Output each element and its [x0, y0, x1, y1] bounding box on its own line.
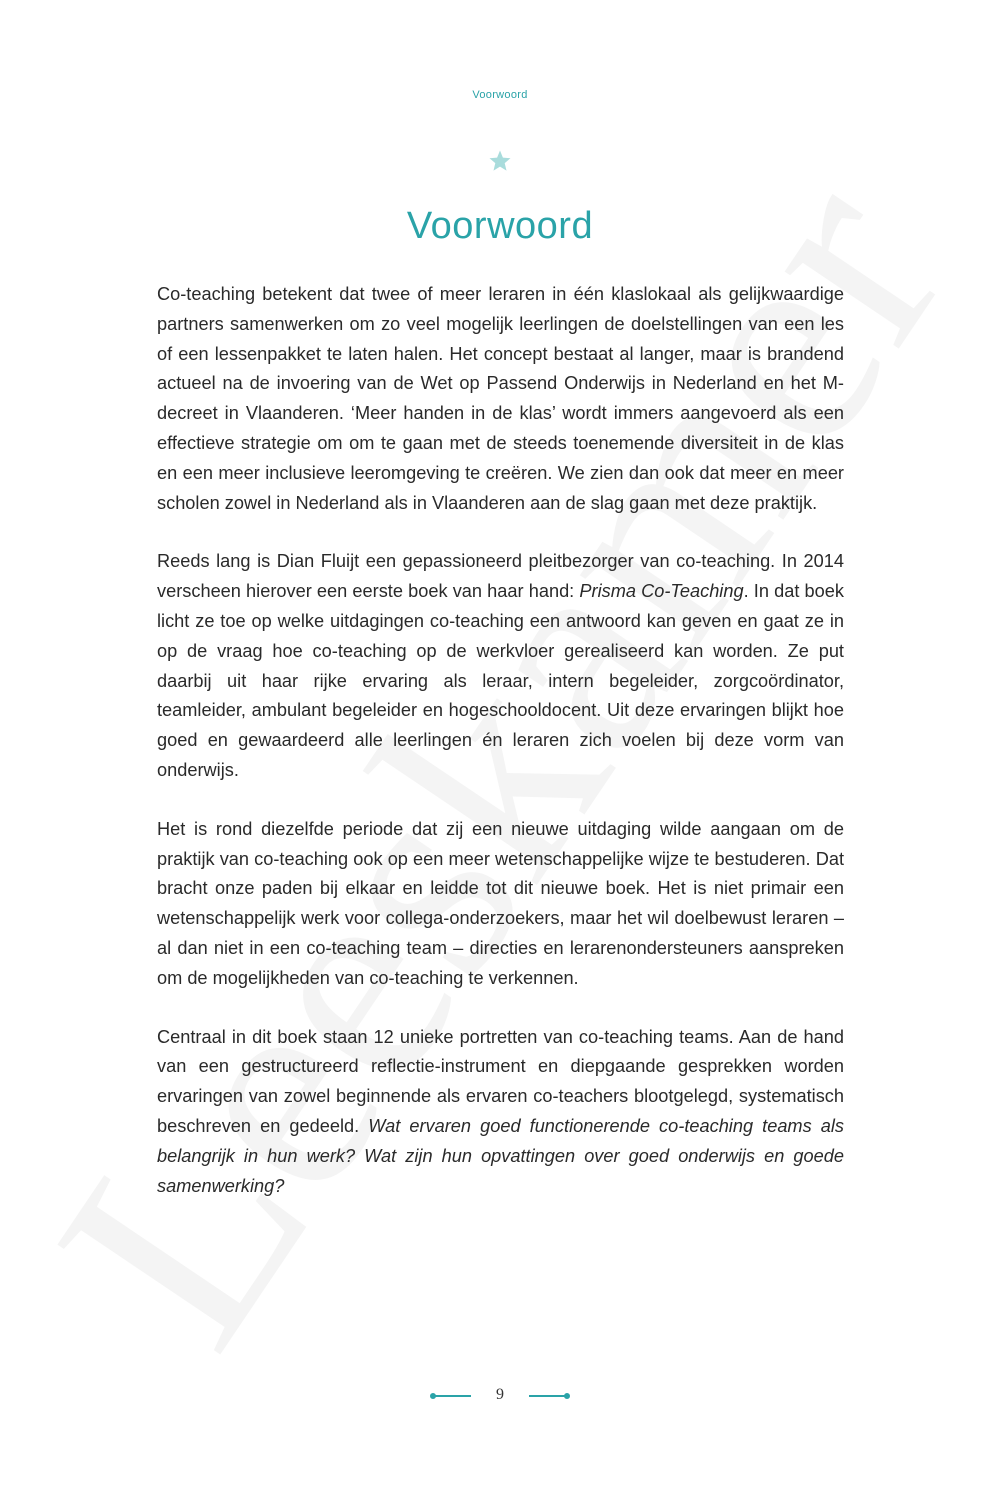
- paragraph-text: . In dat boek licht ze toe op welke uitdagingen co-teaching een antwoord kan geven en gaat ze in op de vraag hoe co-teaching op de werkvloer gerealiseerd kan worden. Ze put daarbij uit haar rijke ervaring als leraar, intern begeleider, zorgcoördinator, teamleider, ambulant begeleider en hogeschooldocent. Uit deze ervaringen blijkt hoe goed en gewaardeerd alle leerlingen én leraren zich voelen bij deze vorm van onderwijs.: [157, 581, 844, 780]
- body-paragraph: [157, 280, 844, 518]
- body-text: [157, 280, 844, 1230]
- italic-text: Prisma Co-Teaching: [579, 581, 744, 602]
- paragraph-text: Co-teaching betekent dat twee of meer leraren in één klaslokaal als gelijkwaardige partners samenwerken om zo veel mogelijk leerlingen de doelstellingen van een les of een lessenpakket te laten halen. Het concept bestaat al langer, maar is brandend actueel na de invoering van de Wet op Passend Onderwijs in Nederland en het M-decreet in Vlaanderen. ‘Meer handen in de klas’ wordt immers aangevoerd als een effectieve strategie om om te gaan met de steeds toenemende diversiteit in de klas en een meer inclusieve leeromgeving te creëren. We zien dan ook dat meer en meer scholen zowel in Nederland als in Vlaanderen aan de slag gaan met deze praktijk.: [157, 284, 844, 513]
- italic-text: Wat ervaren goed functionerende co-teaching teams als belangrijk in hun werk? Wat zijn hun opvattingen over goed onderwijs en goede samenwerking?: [157, 1115, 845, 1196]
- paragraph-text: Het is rond diezelfde periode dat zij een nieuwe uitdaging wilde aangaan om de praktijk van co-teaching ook op een meer wetenschappelijke wijze te bestuderen. Dat bracht onze paden bij elkaar en leidde tot dit nieuwe boek. Het is niet primair een wetenschappelijk werk voor collega-onderzoekers, maar het wil doelbewust leraren – al dan niet in een co-teaching team – directies en lerarenondersteuners aanspreken om de mogelijkheden van co-teaching te verkennen.: [157, 818, 844, 988]
- page-number: 9: [496, 1386, 504, 1403]
- paragraph-text: Reeds lang is Dian Fluijt een gepassioneerd pleitbezorger van co-teaching. In 2014 verscheen hierover een eerste boek van haar hand:: [157, 551, 844, 602]
- page-title: Voorwoord: [406, 205, 594, 247]
- paragraph-text: Centraal in dit boek staan 12 unieke portretten van co-teaching teams. Aan de hand van een gestructureerd reflectie-instrument en diepgaande gesprekken worden ervaringen van zowel beginnende als ervaren co-teachers blootgelegd, systematisch beschreven en gedeeld.: [157, 1026, 844, 1136]
- page-footer: [0, 1384, 1000, 1408]
- body-paragraph: [157, 815, 844, 994]
- body-paragraph: [157, 547, 844, 785]
- body-paragraph: [157, 1023, 844, 1202]
- footer-right-dot: [564, 1393, 570, 1399]
- running-header: Voorwoord: [472, 89, 528, 101]
- footer-right-rule: [529, 1395, 567, 1397]
- star-icon: [488, 149, 512, 173]
